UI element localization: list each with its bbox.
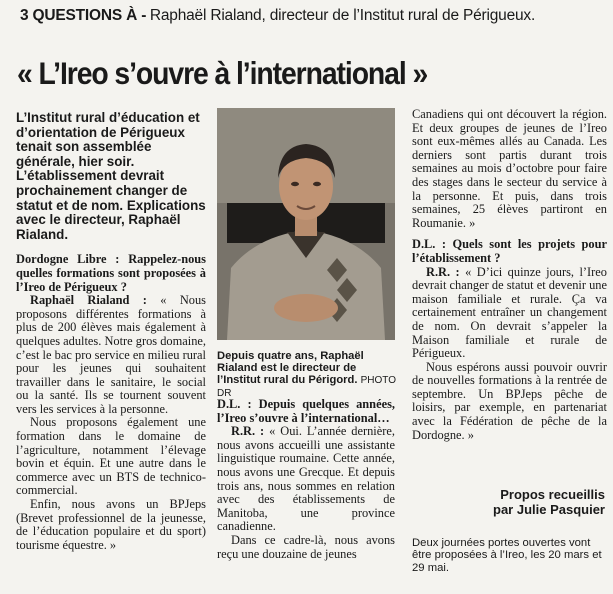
- answer-3-p1-text: « D’ici quinze jours, l’Ireo devrait changer de statut et devenir une maison familiale et rurale. Ça va certainement entraîner un changement de nom. On devrait s’appeler la Maison familiale et rurale de Périgueux.: [412, 264, 607, 361]
- column-middle: [217, 398, 395, 561]
- column-right: [412, 108, 607, 442]
- lead-paragraph: L’Institut rural d’éducation et d’orientation de Périgueux tenait son assemblée générale, hier soir. L’établissement devrait prochainement changer de statut et de nom. Explications avec le directeur, Raphaël Rialand.: [16, 110, 206, 242]
- answer-3-p2: Nous espérons aussi pouvoir ouvrir de nouvelles formations à la rentrée de septembre. Un BPJeps pêche de loisirs, par exemple, en partenariat avec la Fédération de pêche de la Dordogne. »: [412, 359, 607, 442]
- byline: [440, 488, 605, 517]
- answer-1-p3: Enfin, nous avons un BPJeps (Brevet professionnel de la jeunesse, de l’éducation populaire et du sport) tourisme équestre. »: [16, 497, 206, 552]
- answer-1-p1: [16, 294, 206, 416]
- answer-3-p1: [412, 266, 607, 361]
- footnote: Deux journées portes ouvertes vont être proposées à l’Ireo, les 20 mars et 29 mai.: [412, 537, 602, 574]
- kicker-label: 3 QUESTIONS À -: [20, 7, 147, 24]
- headline: « L’Ireo s’ouvre à l’international »: [17, 55, 428, 91]
- answer-2-p1: [217, 425, 395, 534]
- portrait-illustration: [217, 108, 395, 340]
- photo-credit: PHOTO DR: [217, 375, 396, 399]
- answer-1-p2: Nous proposons également une formation dans le domaine de l’agriculture, notamment l’élevage bovin et équin. Et une autre dans le commerce avec un BTS de technico-commercial.: [16, 415, 206, 498]
- speaker-3: R.R. :: [426, 264, 460, 279]
- speaker-2: R.R. :: [231, 424, 265, 439]
- photo-caption-text: Depuis quatre ans, Raphaël Rialand est le directeur de l’Institut rural du Périgord.: [217, 350, 364, 386]
- question-3: D.L. : Quels sont les projets pour l’établissement ?: [412, 237, 607, 265]
- portrait-photo: [217, 108, 395, 340]
- answer-2-p2: Dans ce cadre-là, nous avons reçu une douzaine de jeunes: [217, 532, 395, 561]
- answer-1-p1-text: « Nous proposons différentes formations à plus de 200 élèves mais également à quelques adultes. Notre gros domaine, c’est le bac pro service en milieu rural pour les jeunes qui souhaitent travailler dans le sanitaire, le social ou la santé. Ils se tournent souvent vers les services à la personne.: [16, 293, 206, 416]
- answer-2-p1-text: « Oui. L’année dernière, nous avons accueilli une assistante linguistique roumaine. Cette année, nous avons une Grecque. Et depuis trois ans, nous sommes en relation avec des établissements de Manitoba, une province canadienne.: [217, 424, 395, 534]
- speaker-1: Raphaël Rialand :: [30, 293, 147, 308]
- photo-caption: [217, 350, 397, 400]
- byline-line-2: par Julie Pasquier: [493, 501, 605, 517]
- question-2: D.L. : Depuis quelques années, l’Ireo s’ouvre à l’international…: [217, 397, 395, 425]
- kicker-text: Raphaël Rialand, directeur de l’Institut rural de Périgueux.: [149, 7, 536, 24]
- question-1: Dordogne Libre : Rappelez-nous quelles formations sont proposées à l’Ireo de Périgueux ?: [16, 252, 206, 294]
- kicker: [20, 7, 610, 25]
- answer-2-p3: Canadiens qui ont découvert la région. Et deux groupes de jeunes de l’Ireo sont eux-mêmes allés au Canada. Les derniers sont partis durant trois semaines au mois d’octobre pour faire des stages dans le secteur du service à la personne. Et puis, dans trois semaines, 25 élèves partiront en Roumanie. »: [412, 107, 607, 230]
- column-left: [16, 111, 206, 552]
- byline-line-1: Propos recueillis: [500, 487, 605, 502]
